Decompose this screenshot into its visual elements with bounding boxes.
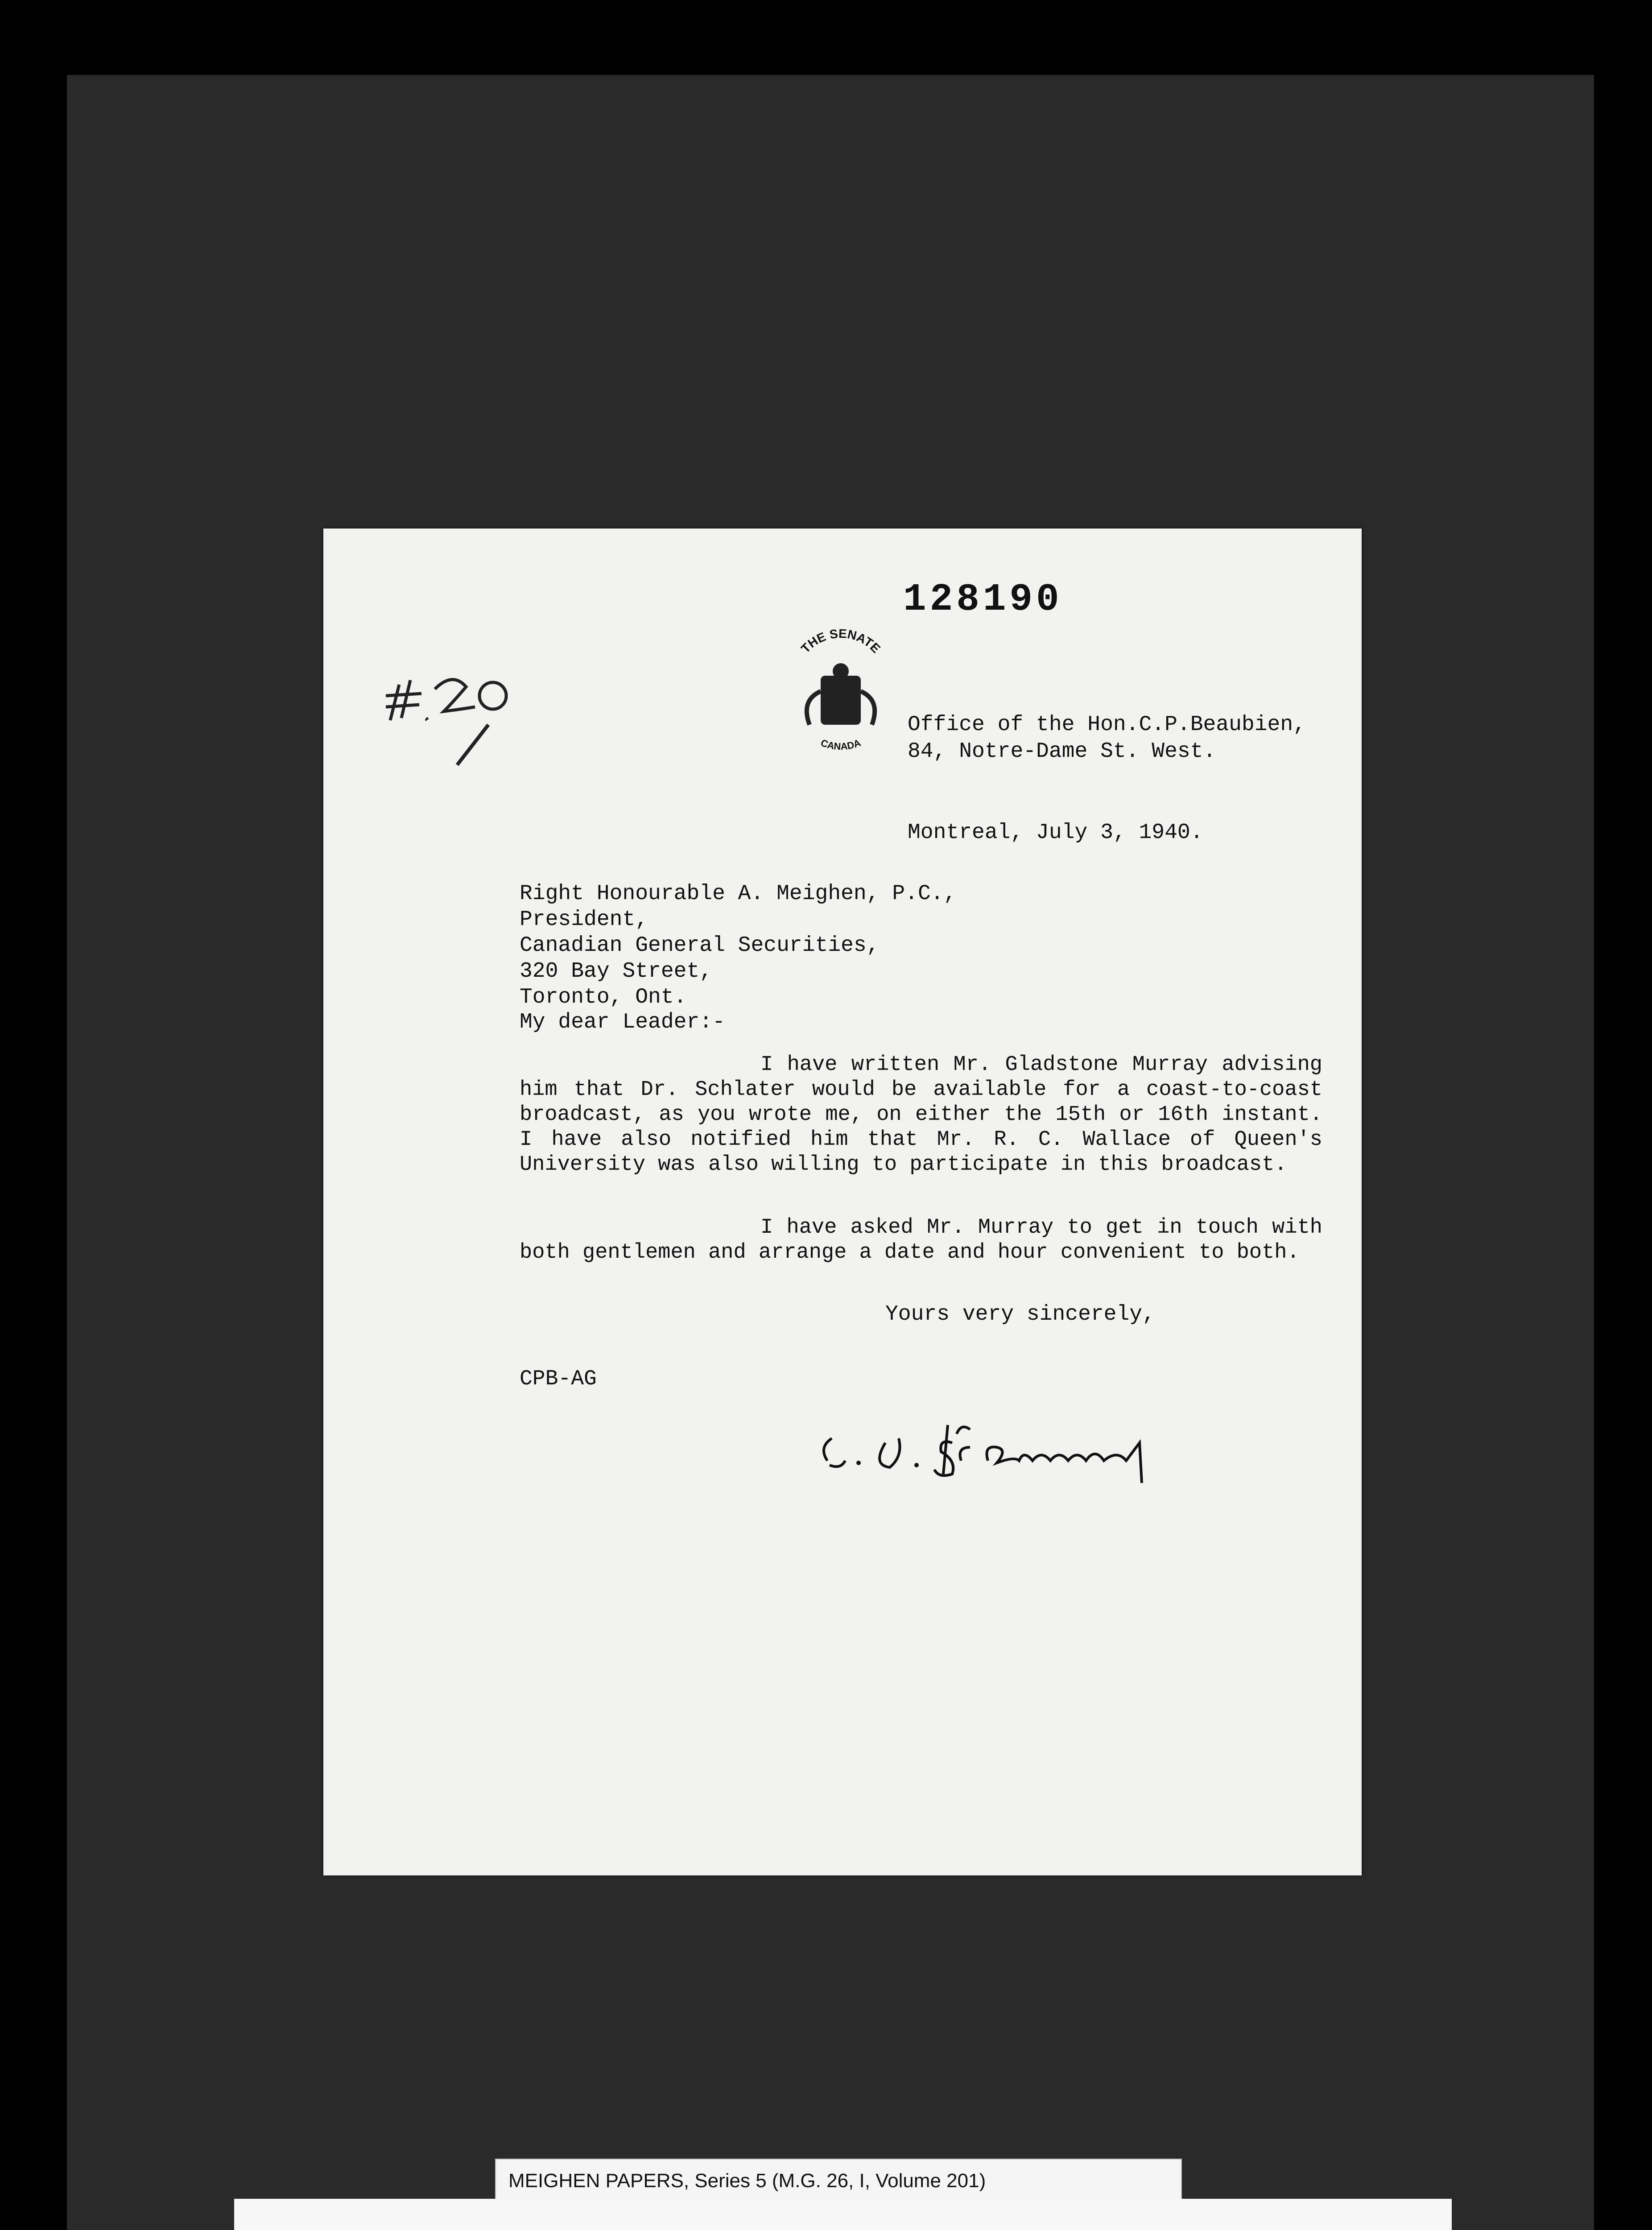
closing: Yours very sincerely, bbox=[885, 1302, 1155, 1326]
body-paragraph: I have asked Mr. Murray to get in touch with both gentlemen and arrange a date and hour convenient to both. bbox=[520, 1216, 1322, 1264]
handwritten-signature bbox=[809, 1412, 1296, 1492]
recipient-line: Right Honourable A. Meighen, P.C., bbox=[520, 882, 957, 906]
archive-label bbox=[234, 2199, 1452, 2230]
svg-text:THE SENATE: THE SENATE bbox=[798, 629, 883, 656]
office-address bbox=[908, 711, 1306, 765]
office-line-2: 84, Notre-Dame St. West. bbox=[908, 739, 1216, 764]
recipient-line: Toronto, Ont. bbox=[520, 985, 687, 1009]
recipient-line: Canadian General Securities, bbox=[520, 933, 880, 958]
senate-seal bbox=[783, 629, 899, 758]
archive-caption: MEIGHEN PAPERS, Series 5 (M.G. 26, I, Volume 201) bbox=[495, 2159, 1182, 2201]
typist-initials: CPB-AG bbox=[520, 1367, 597, 1391]
recipient-line: President, bbox=[520, 908, 648, 932]
recipient-address bbox=[520, 881, 956, 1010]
letter-date: Montreal, July 3, 1940. bbox=[908, 821, 1203, 845]
body-paragraph: I have written Mr. Gladstone Murray advising him that Dr. Schlater would be available for a coast-to-coast broadcast, as you wrote me, on either the 15th or 16th instant. I have also notified him that Mr. R. C. Wallace of Queen's University was also willing to participate in this broadcast. bbox=[520, 1053, 1322, 1177]
handwritten-note bbox=[386, 653, 533, 769]
salutation: My dear Leader:- bbox=[520, 1010, 725, 1034]
office-line-1: Office of the Hon.C.P.Beaubien, bbox=[908, 713, 1306, 737]
letter-page bbox=[323, 529, 1362, 1875]
recipient-line: 320 Bay Street, bbox=[520, 959, 713, 983]
document-number: 128190 bbox=[903, 578, 1063, 621]
svg-text:CANADA: CANADA bbox=[819, 737, 863, 752]
